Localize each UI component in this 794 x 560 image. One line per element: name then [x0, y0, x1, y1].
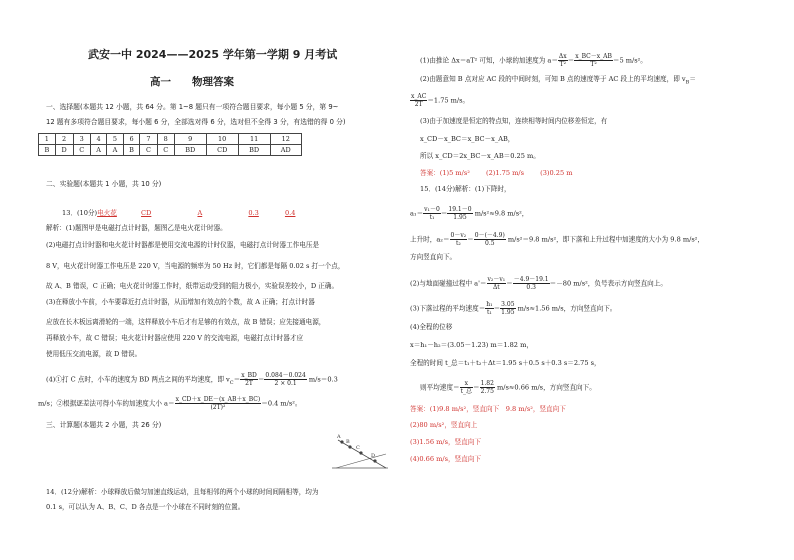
ball-a	[340, 440, 343, 443]
label-c: C	[356, 445, 360, 451]
q15b-tail: m/s²＝9.8 m/s²，即下落和上升过程中加速度的大小为 9.8 m/s²，	[507, 235, 704, 244]
table-cell-number: 6	[123, 134, 140, 145]
q15i-text: 则平均速度	[420, 383, 453, 392]
q13-part4-line: (4)①打 C 点时，小车的速度为 BD 两点之间的平均速度，即 $v_C=$ $\frac{x\_BD}{2T}$ ＝ $\frac{0.084-0.024}{2 \times 0.1}$ m/s＝0.3	[46, 372, 338, 387]
answer15-line-3: (3)1.56 m/s，竖直向下	[410, 438, 481, 446]
r2b-text: ＝1.75 m/s。	[427, 96, 470, 105]
table-row-numbers	[39, 134, 302, 145]
table-cell-answer: C	[73, 145, 90, 156]
q15e-tail: m/s≈1.56 m/s，方向竖直向下。	[517, 304, 617, 313]
a1-frac-1-num: v₁－0	[424, 206, 440, 213]
a1-frac-1-den: t₁	[429, 214, 435, 221]
vc-fraction	[240, 372, 258, 387]
table-cell-answer: C	[157, 145, 174, 156]
answer15-line-4: (4)0.66 m/s，竖直向下	[410, 455, 481, 463]
table-cell-answer: B	[123, 145, 140, 156]
q13-answer-3: A	[197, 209, 203, 217]
section1-heading-line2: 12 题有多项符合题目要求，每小题 6 分，全部选对得 6 分，选对但不全得 3 分，有选错的得 0 分)	[46, 118, 346, 126]
table-cell-number: 7	[140, 134, 157, 145]
q13-analysis-line-3: 8 V，电火花计时器工作电压是 220 V，当电源的频率为 50 Hz 时，它们都是每隔 0.02 s 打一个点，	[46, 262, 345, 270]
q15-f-line: (4)全程的位移	[410, 323, 453, 331]
v1-frac-2-num: 3.05	[501, 301, 515, 308]
accel-denominator: (2T)²	[210, 404, 226, 411]
incline-figure	[328, 432, 390, 472]
ap-frac-1	[487, 276, 507, 291]
v1-frac-1-num: h₁	[486, 301, 493, 308]
accel-fraction	[175, 396, 262, 411]
a1-frac-1	[423, 206, 441, 221]
r1-frac-2-num: x_BC－x_AB	[575, 53, 612, 60]
q15-d-line: (2)与地面碰撞过程中 a'＝ $\frac{\text{v₂－v₁}}{\Delta t}$ ＝ $\frac{-4.9-19.1}{0.3}$ ＝－80 m/s²，负号表示方向竖直向上。	[410, 276, 667, 291]
table-cell-number: 1	[39, 134, 56, 145]
a1-frac-2-den: 1.95	[453, 214, 467, 221]
r2-frac-num: x_AC	[411, 93, 427, 100]
r-line-2b	[410, 93, 469, 108]
table-cell-number: 8	[157, 134, 174, 145]
va-frac-1	[460, 380, 473, 395]
r-line-5: 所以 x_CD＝2x_BC－x_AB＝0.25 m。	[420, 152, 540, 160]
q13-part4b-text: m/s；②根据逐差法可得小车的加速度大小 a＝	[38, 399, 175, 408]
q13-label: 13．(10分)	[62, 209, 98, 217]
vc2-fraction	[264, 372, 306, 387]
a2-frac-1	[450, 232, 468, 247]
q15e-text: (3)下落过程的平均速度	[410, 304, 479, 313]
r2-frac-den: 2T	[414, 101, 423, 108]
ap-frac-2-den: 0.3	[526, 284, 536, 291]
r1-text: (1)由推论 Δx＝aT² 可知，小球的加速度为 a＝	[420, 56, 558, 65]
table-cell-answer: BD	[238, 145, 270, 156]
v1-frac-2-den: 1.95	[501, 309, 515, 316]
right-column	[396, 0, 768, 560]
va-frac-2-den: 2.75	[480, 388, 494, 395]
q13-line	[62, 209, 295, 217]
answer15-line-1: 答案：(1)9.8 m/s²，竖直向下 9.8 m/s²，竖直向下	[410, 405, 566, 413]
va-frac-2	[480, 380, 495, 395]
r1-frac-1	[558, 53, 568, 68]
section2-heading: 二、实验题(本题共 1 小题，共 10 分)	[46, 180, 162, 188]
r-line-3: (3)由于加速度是恒定的特点知，连续相等时间内位移差恒定，有	[420, 117, 608, 125]
q13-part4-text: (4)①打 C 点时，小车的速度为 BD 两点之间的平均速度，即 v	[46, 375, 230, 384]
ap-frac-2-num: －4.9－19.1	[513, 276, 549, 283]
ball-c	[359, 451, 362, 454]
q15-i-line: 则平均速度＝ $\frac{x}{\text{t\_总}}$ ＝ $\frac{1.82}{2.75}$ m/s≈0.66 m/s，方向竖直向下。	[420, 380, 596, 395]
ans14-1: 答案：(1)5 m/s²	[420, 169, 470, 177]
r1-frac-2	[574, 53, 613, 68]
q13-analysis-line-1: 解析：(1)题图甲是电磁打点计时器，题图乙是电火花计时器。	[46, 224, 227, 232]
q13-part4-tail: m/s＝0.3	[308, 375, 338, 384]
label-a: A	[337, 434, 341, 440]
ball-b	[348, 445, 351, 448]
v1-frac-2	[500, 301, 515, 316]
r1-frac-2-den: T²	[590, 61, 597, 68]
table-cell-answer: CD	[206, 145, 238, 156]
a2-frac-2	[474, 232, 506, 247]
a2-frac-1-num: 0－v₂	[450, 232, 467, 239]
table-cell-number: 4	[90, 134, 106, 145]
a1-frac-2	[447, 206, 472, 221]
ap-frac-2	[513, 276, 550, 291]
table-row-answers	[39, 145, 302, 156]
table-cell-answer: D	[55, 145, 73, 156]
section1-heading: 一、选择题(本题共 12 小题，共 64 分。第 1~8 题只有一项符合题目要求，每小题 5 分，第 9~	[46, 103, 339, 111]
left-column	[38, 0, 390, 560]
vc2-denominator: 2 × 0.1	[274, 380, 297, 387]
table-cell-answer: C	[140, 145, 157, 156]
table-cell-answer: A	[107, 145, 123, 156]
q13-part4b-tail: ＝0.4 m/s²。	[261, 399, 302, 408]
v1-frac-1-den: t₁	[487, 309, 492, 316]
ap-frac-1-den: Δt	[492, 284, 500, 291]
va-frac-1-num: x	[460, 380, 473, 388]
q13-analysis-line-6: 应放在长木板远离滑轮的一端，这样释放小车后才有足够的有效点，故 B 错误；应先接通电源，	[46, 318, 326, 326]
exam-title: 武安一中 2024——2025 学年第一学期 9 月考试	[88, 48, 338, 61]
r2-fraction	[410, 93, 427, 108]
table-cell-answer: AD	[270, 145, 301, 156]
ball-d	[373, 459, 376, 462]
q13-analysis-line-4: 故 A、B 错误，C 正确；电火花计时器工作时，纸带运动受到的阻力极小，实验误差较小，D 正确。	[46, 282, 339, 290]
r1-frac-1-num: Δx	[558, 53, 567, 60]
q15-e-line: (3)下落过程的平均速度＝ $\frac{\text{h₁}}{\text{t₁}}$ ＝ $\frac{3.05}{1.95}$ m/s≈1.56 m/s，方向竖直向下。	[410, 301, 617, 316]
q15-a2-line: 上升时，a₂＝ $\frac{\text{0－v₂}}{\text{t₂}}$ ＝ $\frac{0-(-4.9)}{0.5}$ m/s²＝9.8 m/s²，即下落和上升过程中加速度的大小为 9.8 m/s²，	[410, 232, 704, 247]
q15d-tail: ＝－80 m/s²，负号表示方向竖直向上。	[549, 279, 667, 288]
vc-denominator: 2T	[245, 380, 253, 387]
q13-answer-2: CD	[141, 209, 152, 217]
table-cell-number: 11	[238, 134, 270, 145]
table-cell-answer: A	[90, 145, 106, 156]
answer-table	[38, 133, 302, 156]
answer14-line	[420, 169, 573, 177]
ans14-2: (2)1.75 m/s	[486, 169, 525, 177]
answer15-line-2: (2)80 m/s²，竖直向上	[410, 421, 478, 429]
q14-line-1: 14．(12分)解析：小球释放后做匀加速直线运动，且每相邻的两个小球的时间间隔相等，均为	[46, 488, 319, 496]
q15i-tail: m/s≈0.66 m/s，方向竖直向下。	[497, 383, 596, 392]
table-cell-number: 10	[206, 134, 238, 145]
r1-frac-1-den: T²	[559, 61, 566, 68]
a2-frac-2-den: 0.5	[485, 240, 495, 247]
q13-analysis-line-8: 使用低压交流电源，故 D 错误。	[46, 350, 142, 358]
q13-answer-4: 0.3	[248, 209, 259, 217]
r-line-2: (2)由题意知 B 点对应 AC 段的中间时刻，可知 B 点的速度等于 AC 段上的平均速度，即 $v_B=$	[420, 75, 696, 86]
q13-analysis-line-5: (3)在释放小车前，小车要靠近打点计时器，从而增加有效点的个数，故 A 正确；打点计时器	[46, 298, 315, 306]
table-cell-number: 12	[270, 134, 301, 145]
accel-numerator: x_CD＋x_DE－(x_AB＋x_BC)	[175, 396, 261, 403]
q13-part4b-line	[38, 396, 302, 411]
table-cell-answer: B	[39, 145, 56, 156]
q14-line-2: 0.1 s，可以认为 A、B、C、D 各点是一个小球在不同时刻的位置。	[46, 503, 245, 511]
q13-answer-5: 0.4	[284, 209, 296, 217]
q15b-text: 上升时，a₂＝	[410, 235, 450, 244]
q15-h-line: 全程的时间 t_总＝t₁＋t₂＋Δt＝1.95 s＋0.5 s＋0.3 s＝2.75 s，	[410, 359, 601, 367]
label-d: D	[371, 453, 376, 459]
label-b: B	[346, 439, 350, 445]
table-cell-number: 3	[73, 134, 90, 145]
va-frac-1-den: t_总	[460, 388, 472, 395]
ap-frac-1-num: v₂－v₁	[487, 276, 506, 283]
q15a-text: a₁＝	[410, 209, 424, 218]
r1-tail: ＝5 m/s²。	[612, 56, 647, 65]
r-line-1: (1)由推论 Δx＝aT² 可知，小球的加速度为 a＝ $\frac{\Delta x}{\text{T²}}$ ＝ $\frac{x\_BC-x\_AB}{\text{T²}}$ ＝5 m/s²。	[420, 53, 647, 68]
a2-frac-1-den: t₂	[455, 240, 461, 247]
va-frac-2-num: 1.82	[480, 380, 494, 387]
q13-answer-1: 电火花	[97, 209, 117, 217]
section3-heading: 三、计算题(本题共 2 小题，共 26 分)	[46, 421, 162, 429]
ans14-3: (3)0.25 m	[540, 169, 573, 177]
q15d-text: (2)与地面碰撞过程中 a'＝	[410, 279, 487, 288]
q13-analysis-line-2: (2)电磁打点计时器和电火花计时器都是使用交流电源的计时仪器，电磁打点计时器工作电压是	[46, 241, 320, 249]
table-cell-number: 9	[174, 134, 206, 145]
q13-analysis-line-7: 再释放小车，故 C 错误；电火花计时器应使用 220 V 的交流电源，电磁打点计时器才应	[46, 334, 304, 342]
vc-numerator: x_BD	[241, 372, 257, 379]
q15-c-line: 方向竖直向下。	[410, 253, 457, 261]
incline-base	[336, 454, 386, 468]
r-line-4: x_CD－x_BC＝x_BC－x_AB，	[420, 135, 515, 143]
table-cell-answer: BD	[174, 145, 206, 156]
a1-frac-2-num: 19.1－0	[448, 206, 472, 213]
table-cell-number: 5	[107, 134, 123, 145]
q15-a1-line: a₁＝ $\frac{\text{v₁－0}}{\text{t₁}}$ ＝ $\frac{19.1-0}{1.95}$ m/s²≈9.8 m/s²，	[410, 206, 529, 221]
q15a-tail: m/s²≈9.8 m/s²，	[474, 209, 529, 218]
q15-line: 15．(14分)解析：(1)下降时，	[420, 185, 511, 193]
exam-subtitle: 高一 物理答案	[150, 76, 234, 88]
table-cell-number: 2	[55, 134, 73, 145]
q15-g-line: x＝h₁－h₂＝(3.05－1.23) m＝1.82 m，	[410, 341, 533, 349]
a2-frac-2-num: 0－(－4.9)	[474, 232, 505, 239]
r2-text: (2)由题意知 B 点对应 AC 段的中间时刻，可知 B 点的速度等于 AC 段上的平均速度，即 v	[420, 75, 686, 83]
v1-frac-1	[485, 301, 493, 316]
vc2-numerator: 0.084－0.024	[265, 372, 306, 379]
